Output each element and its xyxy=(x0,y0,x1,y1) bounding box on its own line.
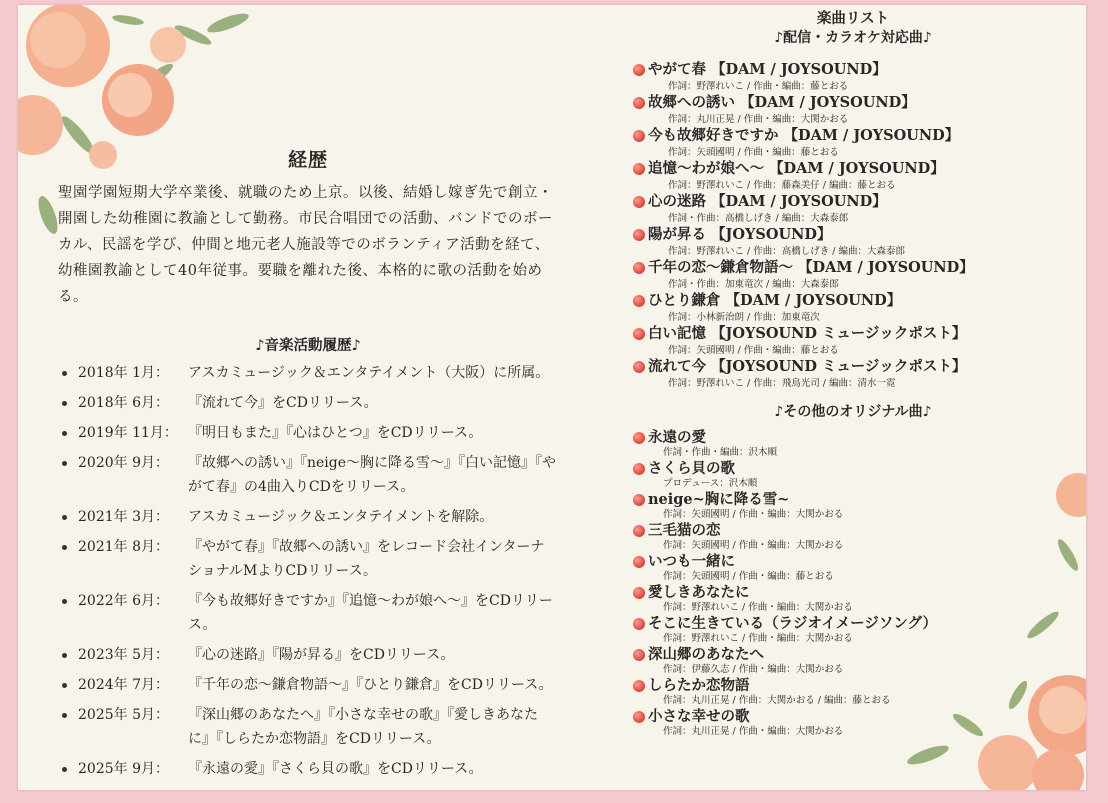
history-date: 2024年 7月： xyxy=(78,677,169,693)
rose-icon xyxy=(633,229,645,241)
song-title: 愛しきあなたに xyxy=(648,584,750,601)
left-column xyxy=(58,145,558,787)
history-date: 2018年 6月： xyxy=(78,395,169,411)
original-song xyxy=(633,677,1073,708)
right-column xyxy=(633,5,1073,739)
song-credit: 作詞・作曲・編曲：沢木順 xyxy=(663,447,778,458)
song-credit: 作詞：矢頭國明 / 作曲・編曲：藤とおる xyxy=(663,571,834,582)
song-title: 三毛猫の恋 xyxy=(648,522,721,539)
song-title: しらたか恋物語 xyxy=(648,677,750,694)
bio-title: 経歴 xyxy=(287,149,328,171)
history-item xyxy=(58,643,558,667)
history-date: 2021年 3月： xyxy=(78,509,169,525)
rose-icon xyxy=(633,262,645,274)
original-song xyxy=(633,522,1073,553)
history-text: 『心の迷路』『陽が昇る』をCDリリース。 xyxy=(188,647,455,663)
history-item xyxy=(58,589,558,637)
rose-icon xyxy=(633,494,645,506)
song-title: 千年の恋～鎌倉物語～ 【DAM / JOYSOUND】 xyxy=(648,259,974,276)
original-song xyxy=(633,460,1073,491)
songs-subtitle: ♪配信・カラオケ対応曲♪ xyxy=(774,30,932,46)
original-song xyxy=(633,615,1073,646)
history-item xyxy=(58,505,558,529)
karaoke-song xyxy=(633,61,1073,94)
rose-icon xyxy=(633,711,645,723)
rose-icon xyxy=(633,130,645,142)
rose-icon xyxy=(633,295,645,307)
song-credit: 作詞：野澤れいこ / 作曲：藤森美仔 / 編曲：藤とおる xyxy=(668,180,896,191)
history-text: 『千年の恋～鎌倉物語～』『ひとり鎌倉』をCDリリース。 xyxy=(188,677,553,693)
original-song xyxy=(633,708,1073,739)
history-text: 『明日もまた』『心はひとつ』をCDリリース。 xyxy=(188,425,483,441)
history-text: 『故郷への誘い』『neige～胸に降る雪～』『白い記憶』『やがて春』の4曲入りCDをリリース。 xyxy=(188,455,557,495)
song-title: 小さな幸せの歌 xyxy=(648,708,750,725)
rose-icon xyxy=(633,618,645,630)
history-text: 『深山郷のあなたへ』『小さな幸せの歌』『愛しきあなたに』『しらたか恋物語』をCDリリース。 xyxy=(188,707,538,747)
karaoke-song xyxy=(633,94,1073,127)
history-text: アスカミュージック＆エンタテイメント（大阪）に所属。 xyxy=(188,365,550,381)
original-song xyxy=(633,646,1073,677)
rose-icon xyxy=(633,64,645,76)
song-title: 陽が昇る 【JOYSOUND】 xyxy=(648,226,832,243)
original-song xyxy=(633,553,1073,584)
song-title: 今も故郷好きですか 【DAM / JOYSOUND】 xyxy=(648,127,960,144)
history-title: ♪音楽活動履歴♪ xyxy=(255,337,361,354)
song-credit: 作詞：野澤れいこ / 作曲：飛鳥光司 / 編曲：清水一霓 xyxy=(668,378,896,389)
song-credit: 作詞：野澤れいこ / 作曲・編曲：大関かおる xyxy=(663,633,853,644)
rose-icon xyxy=(633,525,645,537)
history-item xyxy=(58,391,558,415)
history-text: 『流れて今』をCDリリース。 xyxy=(188,395,378,411)
song-title: 永遠の愛 xyxy=(648,429,706,446)
song-title: 白い記憶 【JOYSOUND ミュージックポスト】 xyxy=(648,325,967,342)
document-sheet xyxy=(18,5,1086,790)
original-song xyxy=(633,584,1073,615)
rose-icon xyxy=(633,163,645,175)
history-item xyxy=(58,451,558,499)
others-title: ♪その他のオリジナル曲♪ xyxy=(774,404,932,420)
song-title: そこに生きている（ラジオイメージソング） xyxy=(648,615,937,632)
original-song xyxy=(633,491,1073,522)
rose-icon xyxy=(633,556,645,568)
bio-text: 聖園学園短期大学卒業後、就職のため上京。以後、結婚し嫁ぎ先で創立・開園した幼稚園に教諭として勤務。市民合唱団での活動、バンドでのボーカル、民謡を学び、仲間と地元老人施設等でのボランティア活動を経て、幼稚園教諭として40年従事。要職を離れた後、本格的に歌の活動を始める。 xyxy=(58,185,553,305)
history-date: 2022年 6月： xyxy=(78,593,169,609)
song-credit: 作詞：野澤れいこ / 作曲・編曲：藤とおる xyxy=(668,81,849,92)
song-credit: 作詞：野澤れいこ / 作曲・編曲：大関かおる xyxy=(663,602,853,613)
history-item xyxy=(58,673,558,697)
song-title: さくら貝の歌 xyxy=(648,460,735,477)
karaoke-song xyxy=(633,292,1073,325)
history-date: 2025年 9月： xyxy=(78,761,169,777)
karaoke-song xyxy=(633,325,1073,358)
history-item xyxy=(58,421,558,445)
history-item xyxy=(58,703,558,751)
history-list xyxy=(58,361,558,781)
song-credit: 作詞：矢頭國明 / 作曲・編曲：藤とおる xyxy=(668,147,839,158)
song-title: ひとり鎌倉 【DAM / JOYSOUND】 xyxy=(648,292,902,309)
karaoke-song xyxy=(633,160,1073,193)
rose-icon xyxy=(633,97,645,109)
song-title: 深山郷のあなたへ xyxy=(648,646,764,663)
song-title: 心の迷路 【DAM / JOYSOUND】 xyxy=(648,193,887,210)
song-title: 追憶～わが娘へ～ 【DAM / JOYSOUND】 xyxy=(648,160,945,177)
song-title: いつも一緒に xyxy=(648,553,735,570)
karaoke-song xyxy=(633,127,1073,160)
song-title: 故郷への誘い 【DAM / JOYSOUND】 xyxy=(648,94,916,111)
history-item xyxy=(58,757,558,781)
song-credit: 作詞：伊藤久志 / 作曲・編曲：大関かおる xyxy=(663,664,844,675)
song-credit: 作詞：矢頭國明 / 作曲・編曲：藤とおる xyxy=(668,345,839,356)
history-text: 『やがて春』『故郷への誘い』をレコード会社インターナショナルMよりCDリリース。 xyxy=(188,539,545,579)
song-credit: プロデュース：沢木順 xyxy=(663,478,758,489)
rose-icon xyxy=(633,587,645,599)
history-item xyxy=(58,535,558,583)
song-credit: 作詞：丸川正晃 / 作曲・編曲：大関かおる xyxy=(663,726,844,737)
song-credit: 作詞：小林新治朗 / 作曲：加東竜次 xyxy=(668,312,820,323)
karaoke-song xyxy=(633,358,1073,391)
karaoke-song xyxy=(633,259,1073,292)
rose-icon xyxy=(633,432,645,444)
history-text: 『永遠の愛』『さくら貝の歌』をCDリリース。 xyxy=(188,761,483,777)
history-date: 2019年 11月： xyxy=(78,425,178,441)
history-text: 『今も故郷好きですか』『追憶～わが娘へ～』をCDリリース。 xyxy=(188,593,553,633)
history-date: 2018年 1月： xyxy=(78,365,169,381)
history-date: 2023年 5月： xyxy=(78,647,169,663)
song-credit: 作詞：丸川正晃 / 作曲・編曲：大関かおる xyxy=(668,114,849,125)
karaoke-song xyxy=(633,193,1073,226)
song-credit: 作詞・作曲：高橋しげき / 編曲：大森泰郎 xyxy=(668,213,849,224)
song-title: やがて春 【DAM / JOYSOUND】 xyxy=(648,61,887,78)
original-song xyxy=(633,429,1073,460)
rose-icon xyxy=(633,680,645,692)
song-credit: 作詞・作曲：加東竜次 / 編曲：大森泰郎 xyxy=(668,279,839,290)
songs-title: 楽曲リスト xyxy=(816,10,890,27)
history-text: アスカミュージック＆エンタテイメントを解除。 xyxy=(188,509,494,525)
rose-icon xyxy=(633,196,645,208)
history-date: 2021年 8月： xyxy=(78,539,169,555)
song-title: neige~胸に降る雪~ xyxy=(648,491,790,508)
rose-icon xyxy=(633,463,645,475)
history-date: 2025年 5月： xyxy=(78,707,169,723)
history-item xyxy=(58,361,558,385)
karaoke-song xyxy=(633,226,1073,259)
rose-icon xyxy=(633,649,645,661)
song-credit: 作詞：丸川正晃 / 作曲：大関かおる / 編曲：藤とおる xyxy=(663,695,891,706)
rose-icon xyxy=(633,361,645,373)
song-credit: 作詞：矢頭國明 / 作曲・編曲：大関かおる xyxy=(663,540,844,551)
rose-icon xyxy=(633,328,645,340)
song-credit: 作詞：野澤れいこ / 作曲：高橋しげき / 編曲：大森泰郎 xyxy=(668,246,905,257)
song-credit: 作詞：矢頭國明 / 作曲・編曲：大関かおる xyxy=(663,509,844,520)
song-title: 流れて今 【JOYSOUND ミュージックポスト】 xyxy=(648,358,967,375)
history-date: 2020年 9月： xyxy=(78,455,169,471)
